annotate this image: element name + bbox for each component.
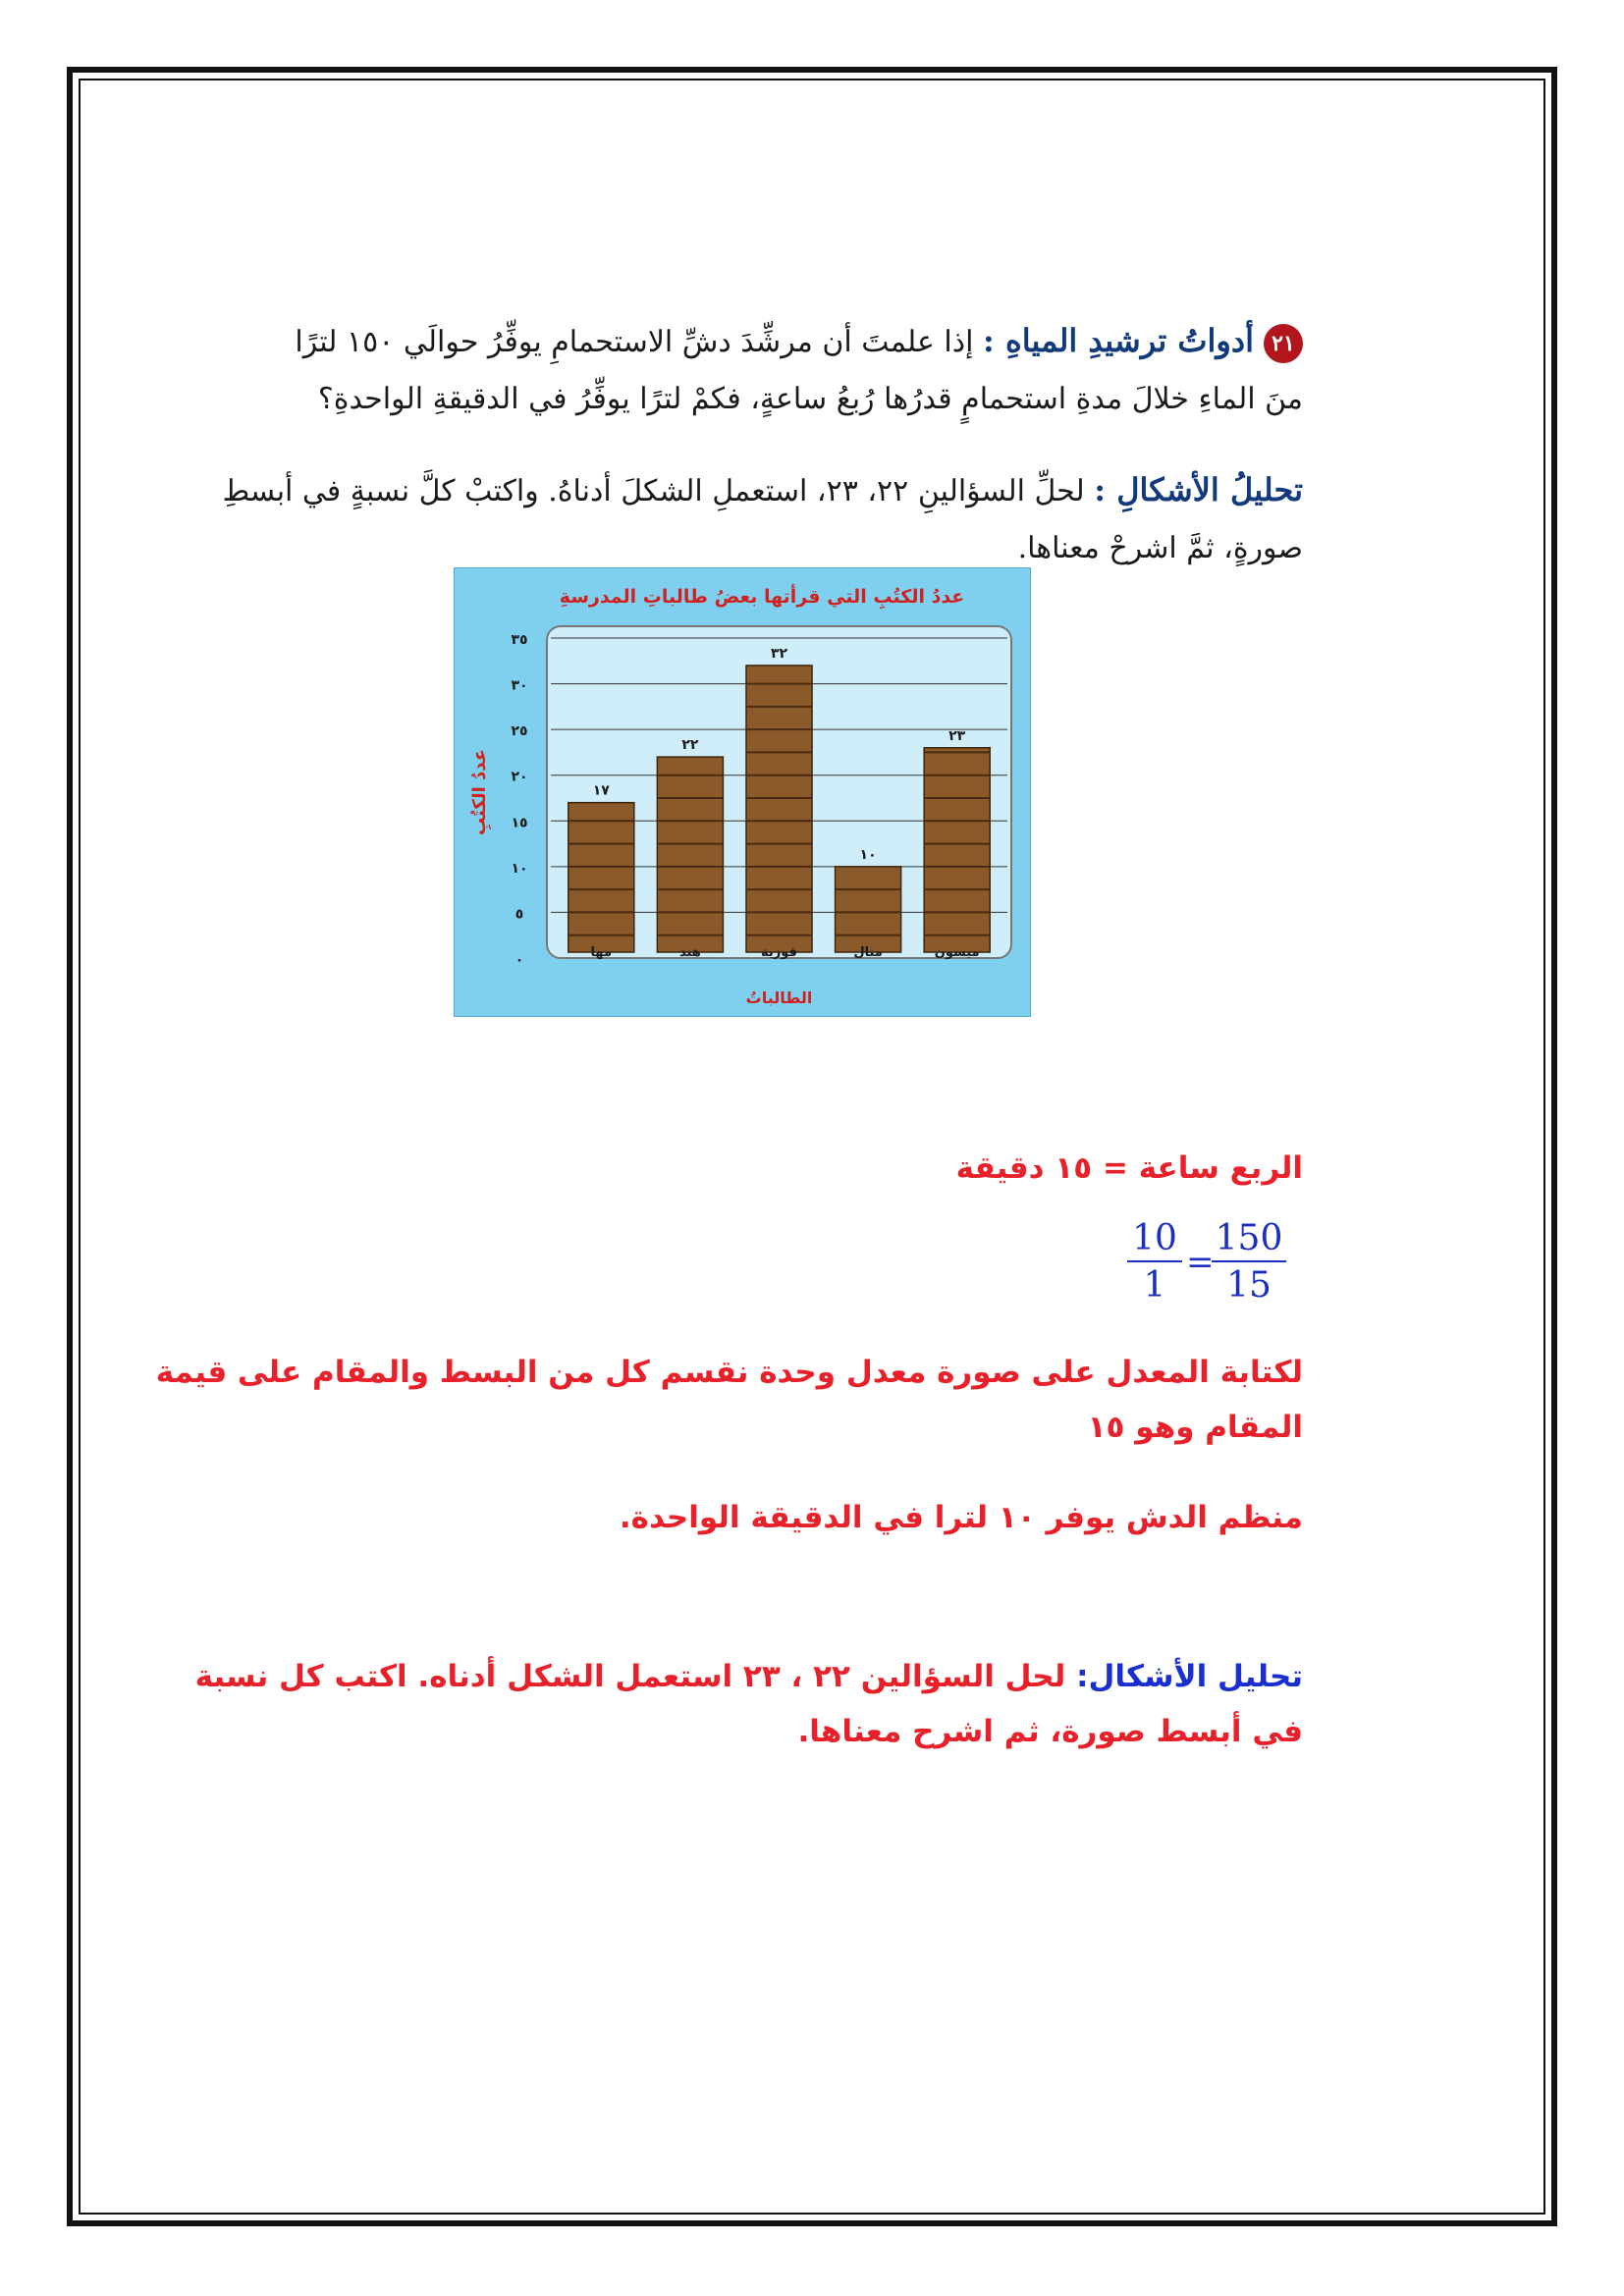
y-tick-label: ٢٠ [511,769,528,785]
chart-title: عددُ الكتُبِ التي قرأتها بعضُ طالباتِ المدرسةِ [559,586,965,608]
fraction-right-denominator: 15 [1226,1265,1272,1306]
answer-quarter-hour: الربع ساعة = ١٥ دقيقة [955,1150,1303,1186]
bar-value-label: ١٠ [859,846,877,863]
y-tick-label: ٠ [514,952,524,968]
equals-sign: = [1186,1243,1215,1282]
repeat-prompt-label: تحليل الأشكال: [1076,1659,1303,1694]
y-tick-label: ٣٥ [511,632,528,648]
y-tick-label: ٢٥ [511,723,528,740]
bar-value-label: ٢٣ [948,727,966,744]
x-tick-label: فوزية [761,945,797,960]
bar [657,757,723,952]
answer-conclusion: منظم الدش يوفر ١٠ لترا في الدقيقة الواحدة. [619,1500,1303,1535]
bar-value-label: ١٧ [592,782,610,799]
fraction-left-numerator: 10 [1127,1217,1182,1262]
bar [836,867,901,952]
fraction-left-denominator: 1 [1143,1265,1166,1306]
bar [924,748,990,952]
x-tick-label: هند [678,945,701,960]
fraction-left [1127,1217,1182,1309]
y-tick-label: ١٥ [511,815,528,831]
y-axis-label: عددُ الكتُبِ [469,749,490,835]
shapes-analysis-prompt [144,461,1303,577]
bar-value-label: ٣٢ [770,645,788,662]
y-tick-label: ١٠ [511,860,528,877]
fraction-right-numerator: 150 [1212,1217,1286,1262]
fraction-right [1212,1217,1286,1309]
answer-explanation: لكتابة المعدل على صورة معدل وحدة نقسم كل من البسط والمقام على قيمة المقام وهو ١٥ [155,1355,1303,1445]
x-tick-label: مها [590,945,613,960]
x-axis-label: الطالباتُ [745,988,813,1007]
x-tick-label: منال [853,945,883,960]
question-body-line1: إذا علمتَ أن مرشِّدَ دشِّ الاستحمامِ يوفِّرُ حوالَي ١٥٠ لترًا [295,325,974,359]
books-chart [454,567,1031,1017]
shapes-analysis-title: تحليلُ الأشكالِ : [1094,471,1303,508]
shapes-analysis-line2: صورةٍ، ثمَّ اشرحْ معناها. [1017,531,1303,565]
question-number-badge: ٢١ [1264,324,1303,363]
books-chart-svg [454,567,1031,1017]
question-body-line2: منَ الماءِ خلالَ مدةِ استحمامٍ قدرُها رُبعُ ساعةٍ، فكمْ لترًا يوفِّرُ في الدقيقةِ الواحدةِ؟ [317,382,1303,416]
repeat-prompt-text: لحل السؤالين ٢٢ ، ٢٣ استعمل الشكل أدناه. اكتب كل نسبة في أبسط صورة، ثم اشرح معناها. [194,1659,1303,1749]
bar [746,666,812,952]
ratio-equation [1127,1217,1294,1315]
question-title: أدواتُ ترشيدِ المياهِ : [983,322,1254,359]
bar [568,803,634,952]
shapes-analysis-line1: لحلِّ السؤالينِ ٢٢، ٢٣، استعملِ الشكلَ أدناهُ. واكتبْ كلَّ نسبةٍ في أبسطِ [222,474,1085,508]
bar-value-label: ٢٢ [681,737,699,754]
repeat-prompt [144,1649,1303,1759]
x-tick-label: ميسون [934,945,980,960]
y-tick-label: ٣٠ [511,677,528,694]
y-tick-label: ٥ [514,906,524,923]
question-21 [144,312,1303,428]
